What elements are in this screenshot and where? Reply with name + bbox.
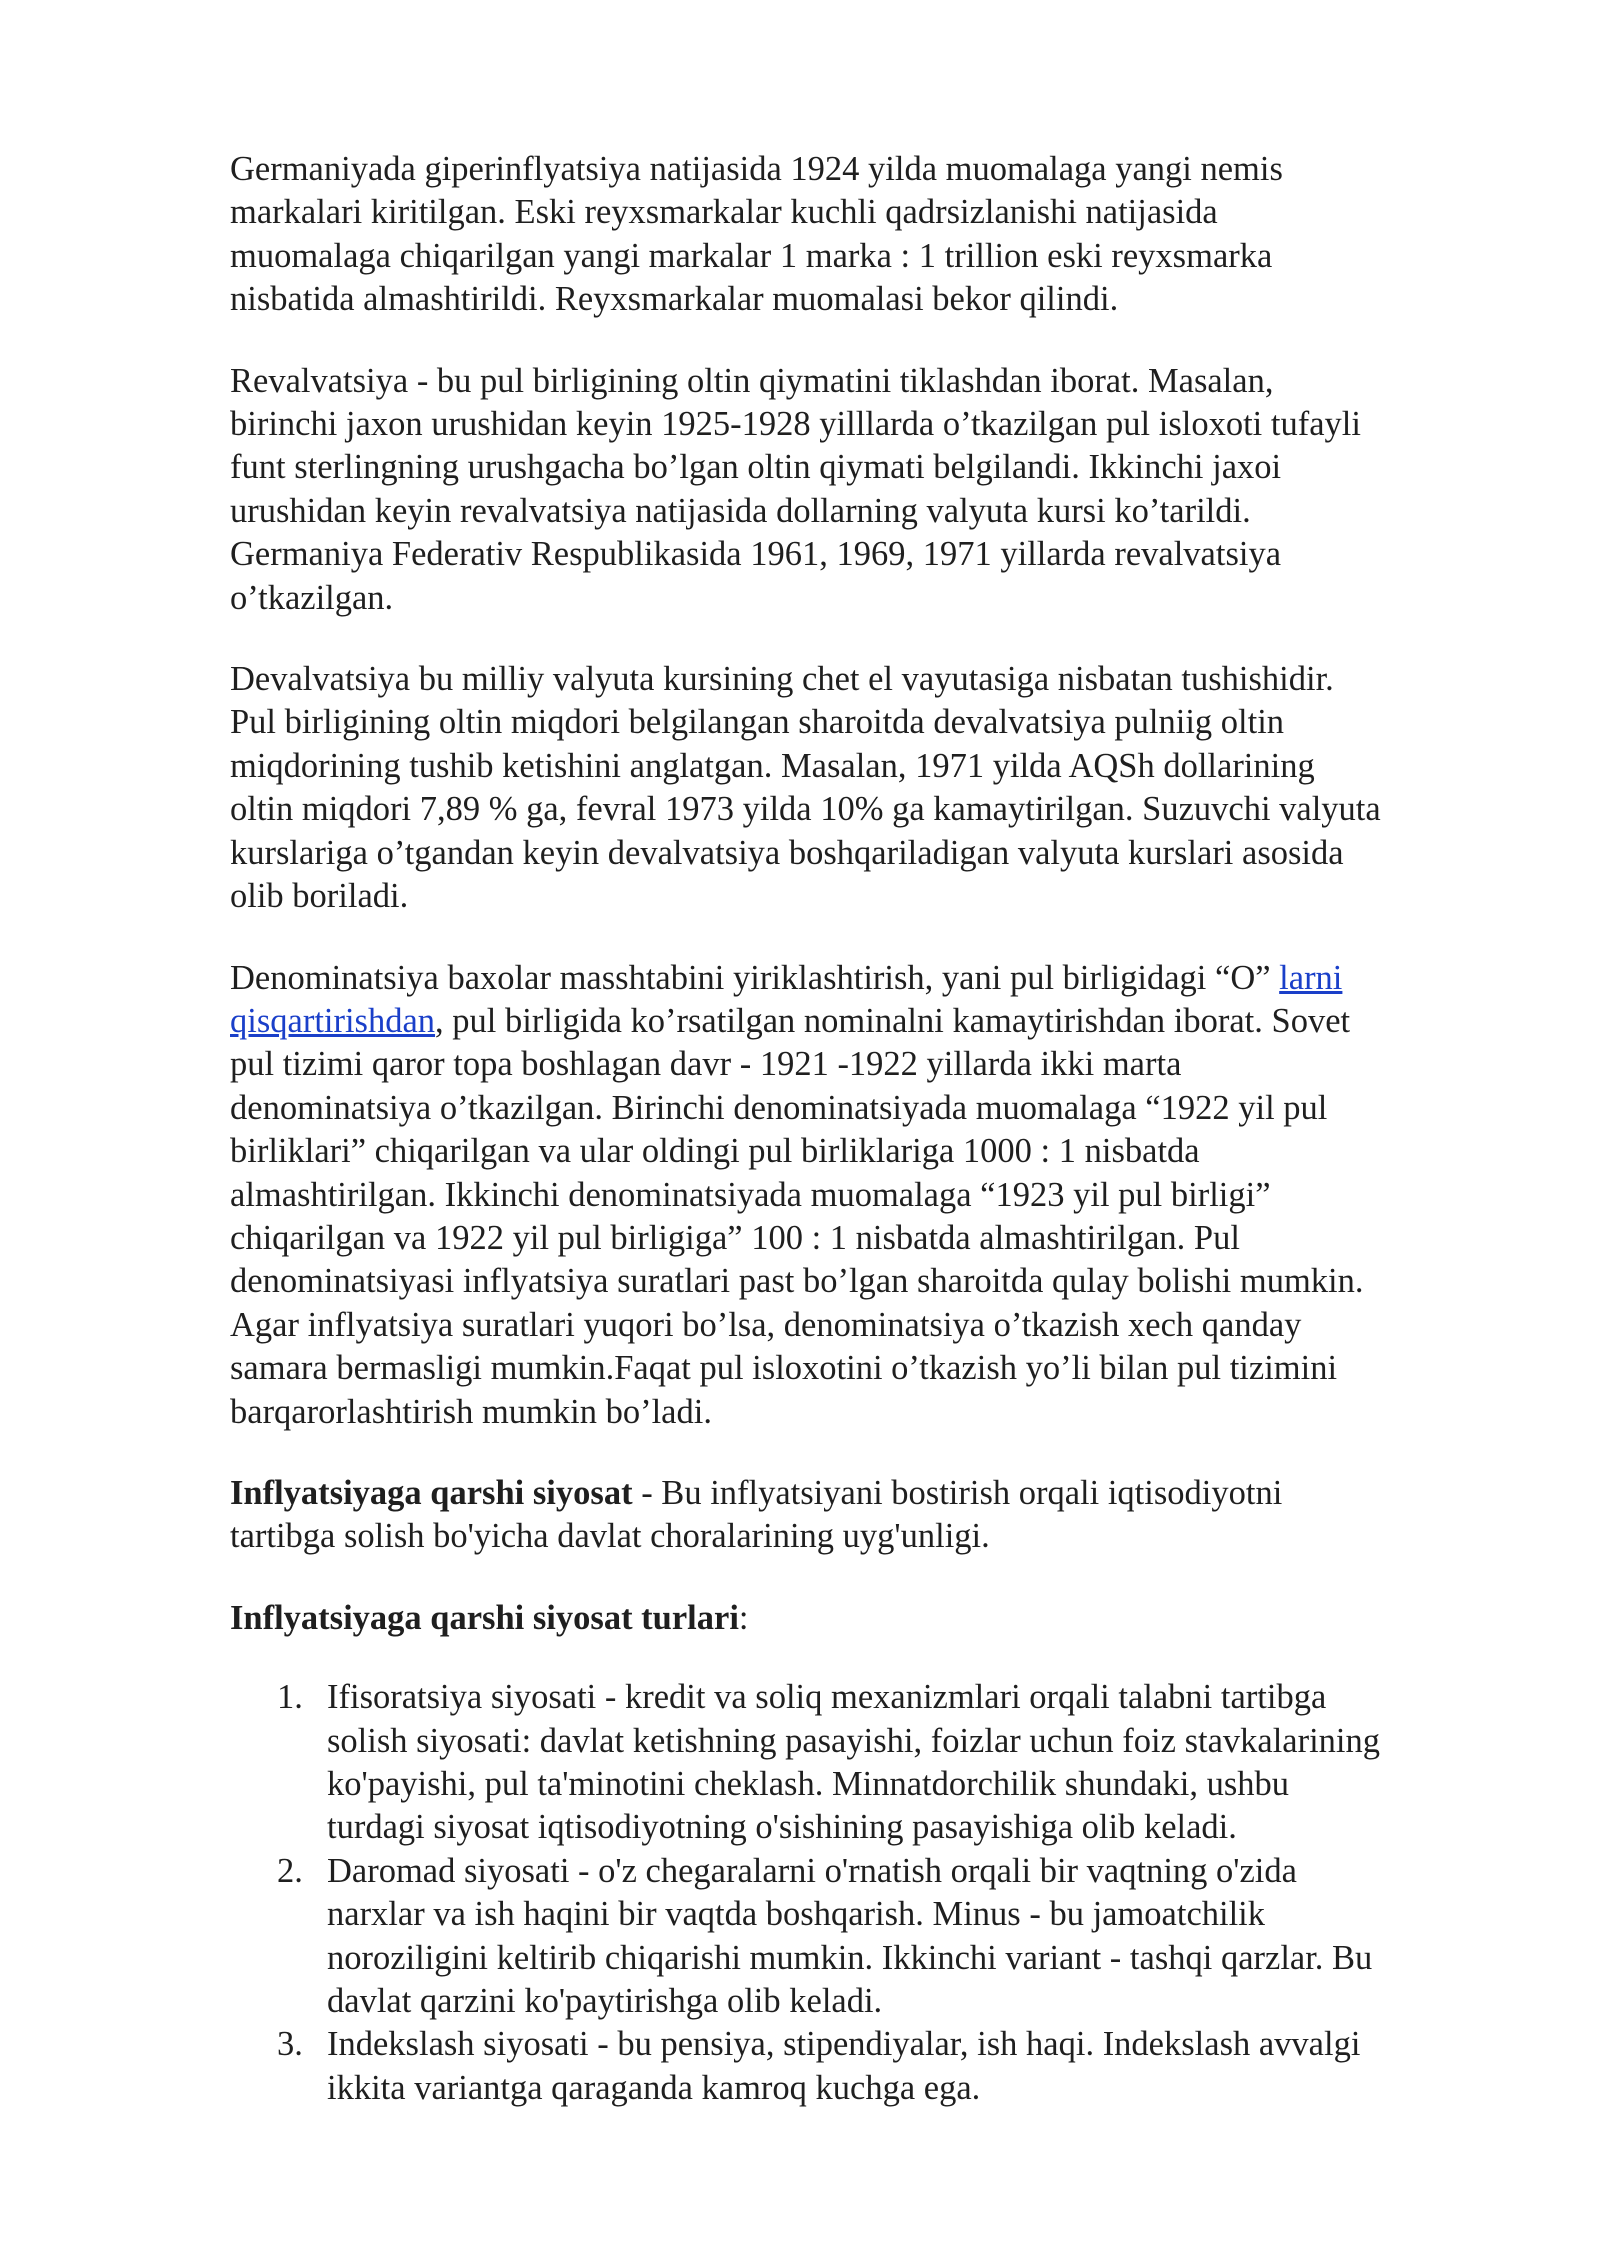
list-item-number: 2. (277, 1851, 303, 1890)
denomination-text-end: , pul birligida ko’rsatilgan nominalni kamaytirishdan iborat. Sovet pul tizimi qaror topa boshlagan davr - 1921 -1922 yillarda ikki marta denominatsiya o’tkazilgan. Birinchi denominatsiyada muomalaga “1922 yil pul birliklari” chiqarilgan va ular oldingi pul birliklariga 1000 : 1 nisbatda almashtirilgan. Ikkinchi denominatsiyada muomalaga “1923 yil pul birligi” chiqarilgan va 1922 yil pul birligiga” 100 : 1 nisbatda almashtirilgan. Pul denominatsiyasi inflyatsiya suratlari past bo’lgan sharoitda qulay bolishi mumkin. Agar inflyatsiya suratlari yuqori bo’lsa, denominatsiya o’tkazish xech qanday samara bermasligi mumkin.Faqat pul isloxotini o’tkazish yo’li bilan pul tizimini barqarorlashtirish mumkin bo’ladi. (230, 1001, 1364, 1431)
policy-types-heading (230, 1597, 1520, 1640)
list-item-text: Daromad siyosati - o'z chegaralarni o'rnatish orqali bir vaqtning o'zida narxlar va ish haqini bir vaqtda boshqarish. Minus - bu jamoatchilik noroziligini keltirib chiqarishi mumkin. Ikkinchi variant - tashqi qarzlar. Bu davlat qarzini ko'paytirishga olib keladi. (327, 1851, 1373, 2021)
paragraph-devaluation: Devalvatsiya bu milliy valyuta kursining chet el vayutasiga nisbatan tushishidir. Pul birligining oltin miqdori belgilangan sharoitda devalvatsiya pulniig oltin miqdorining tushib ketishini anglatgan. Masalan, 1971 yilda AQSh dollarining oltin miqdori 7,89 % ga, fevral 1973 yilda 10% ga kamaytirilgan. Suzuvchi valyuta kurslariga o’tgandan keyin devalvatsiya boshqariladigan valyuta kurslari asosida olib boriladi. (230, 660, 1381, 916)
document-page (230, 148, 1520, 2110)
list-item-number: 3. (277, 2025, 303, 2064)
policy-types-list (230, 1676, 1520, 2110)
policy-types-colon: : (738, 1598, 749, 1637)
denomination-link[interactable]: larni qisqartirishdan (230, 958, 1343, 1040)
paragraph-denomination (230, 957, 1520, 1434)
denomination-text-start: Denominatsiya baxolar masshtabini yiriklashtirish, yani pul birligidagi “O” (230, 958, 1280, 997)
list-item-number: 1. (277, 1678, 303, 1717)
policy-types-title: Inflyatsiyaga qarshi siyosat turlari (230, 1598, 739, 1637)
paragraph-germany-hyperinflation: Germaniyada giperinflyatsiya natijasida 1924 yilda muomalaga yangi nemis markalari kiritilgan. Eski reyxsmarkalar kuchli qadrsizlanishi natijasida muomalaga chiqarilgan yangi markalar 1 marka : 1 trillion eski reyxsmarka nisbatida almashtirildi. Reyxsmarkalar muomalasi bekor qilindi. (230, 150, 1283, 319)
paragraph-anti-inflation-definition (230, 1472, 1520, 1559)
list-item-text: Indekslash siyosati - bu pensiya, stipendiyalar, ish haqi. Indekslash avvalgi ikkita variantga qaraganda kamroq kuchga ega. (327, 2025, 1361, 2107)
list-item (230, 2023, 1520, 2110)
paragraph-revaluation: Revalvatsiya - bu pul birligining oltin qiymatini tiklashdan iborat. Masalan, birinchi jaxon urushidan keyin 1925-1928 yilllarda o’tkazilgan pul isloxoti tufayli funt sterlingning urushgacha bo’lgan oltin qiymati belgilandi. Ikkinchi jaxoi urushidan keyin revalvatsiya natijasida dollarning valyuta kursi ko’tarildi. Germaniya Federativ Respublikasida 1961, 1969, 1971 yillarda revalvatsiya o’tkazilgan. (230, 361, 1361, 617)
anti-inflation-term: Inflyatsiyaga qarshi siyosat (230, 1473, 633, 1512)
list-item (230, 1676, 1520, 1850)
list-item (230, 1850, 1520, 2024)
anti-inflation-definition: - Bu inflyatsiyani bostirish orqali iqtisodiyotni tartibga solish bo'yicha davlat choralarining uyg'unligi. (230, 1473, 1283, 1556)
list-item-text: Ifisoratsiya siyosati - kredit va soliq mexanizmlari orqali talabni tartibga solish siyosati: davlat ketishning pasayishi, foizlar uchun foiz stavkalarining ko'payishi, pul ta'minotini cheklash. Minnatdorchilik shundaki, ushbu turdagi siyosat iqtisodiyotning o'sishining pasayishiga olib keladi. (327, 1678, 1381, 1847)
